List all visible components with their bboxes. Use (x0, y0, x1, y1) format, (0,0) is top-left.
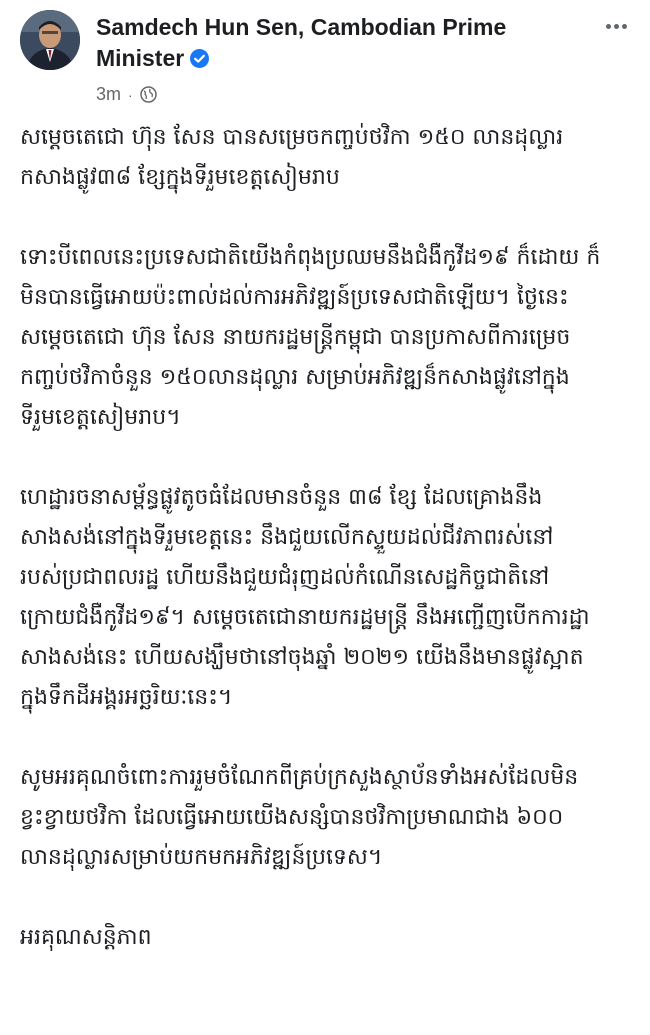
meta-separator: · (128, 86, 133, 103)
author-block (96, 12, 556, 105)
post-paragraph: ទោះបីពេលនេះប្រទេសជាតិយើងកំពុងប្រឈមនឹងជំងឺកូវីដ១៩ ក៏ដោយ ក៏ មិនបានធ្វើអោយប៉ះពាល់ដល់ការអភិវឌ្ឍន៍ប្រទេសជាតិឡើយ។ ថ្ងៃនេះ សម្តេចតេជោ ហ៊ុន សែន នាយករដ្ឋមន្ត្រីកម្ពុជា បានប្រកាសពីការម្រេច កញ្ចប់ថវិកាចំនួន ១៥០លានដុល្លារ សម្រាប់អភិវឌ្ឍន៏កសាងផ្លូវនៅក្នុង ទីរួមខេត្តសៀមរាប។ (20, 245, 601, 430)
post-meta (96, 84, 556, 105)
avatar-photo-icon (20, 10, 80, 70)
author-avatar[interactable] (20, 10, 80, 70)
post-paragraph-signoff: អរគុណសន្តិភាព (20, 925, 152, 950)
verified-badge-icon (190, 49, 209, 68)
post-paragraph: ហេដ្ឋារចនាសម្ព័ន្ធផ្លូវតូចធំដែលមានចំនួន ៣៨ ខ្សែ ដែលគ្រោងនឹង សាងសង់នៅក្នុងទីរួមខេត្តនេះ នឹងជួយលើកស្ទួយដល់ជីវភាពរស់នៅ របស់ប្រជាពលរដ្ឋ ហើយនឹងជួយជំរុញដល់កំណើនសេដ្ឋកិច្ចជាតិនៅ ក្រោយជំងឺកូវីដ១៩។ សម្តេចតេជោនាយករដ្ឋមន្ត្រី នឹងអញ្ជើញបើកការដ្ឋា សាងសង់នេះ ហើយសង្ឃឹមថានៅចុងឆ្នាំ ២០២១ យើងនឹងមានផ្លូវស្អាត ក្នុងទឹកដីអង្គរអច្ឆរិយៈនេះ។ (20, 485, 590, 710)
globe-icon[interactable] (140, 86, 157, 103)
post-body (20, 118, 632, 958)
post-paragraph: សូមអរគុណចំពោះការរួមចំណែកពីគ្រប់ក្រសួងស្ថាប័នទាំងអស់ដែលមិន ខ្វះខ្វាយថវិកា ដែលធ្វើអោយយើងសន្សំបានថវិកាប្រមាណជាង ៦០០ លានដុល្លារសម្រាប់យកមកអភិវឌ្ឍន៍ប្រទេស។ (20, 765, 579, 870)
more-options-icon[interactable] (606, 14, 634, 26)
author-name[interactable]: Samdech Hun Sen, Cambodian Prime Minister (96, 14, 507, 71)
post-header (0, 0, 650, 118)
post-timestamp[interactable]: 3m (96, 84, 122, 104)
post-paragraph-title: សម្តេចតេជោ ហ៊ុន សែន បានសម្រេចកញ្ចប់ថវិកា ១៥០ លានដុល្លារ កសាងផ្លូវ៣៨ ខ្សែក្នុងទីរួមខេត្តសៀមរាប (20, 125, 564, 190)
